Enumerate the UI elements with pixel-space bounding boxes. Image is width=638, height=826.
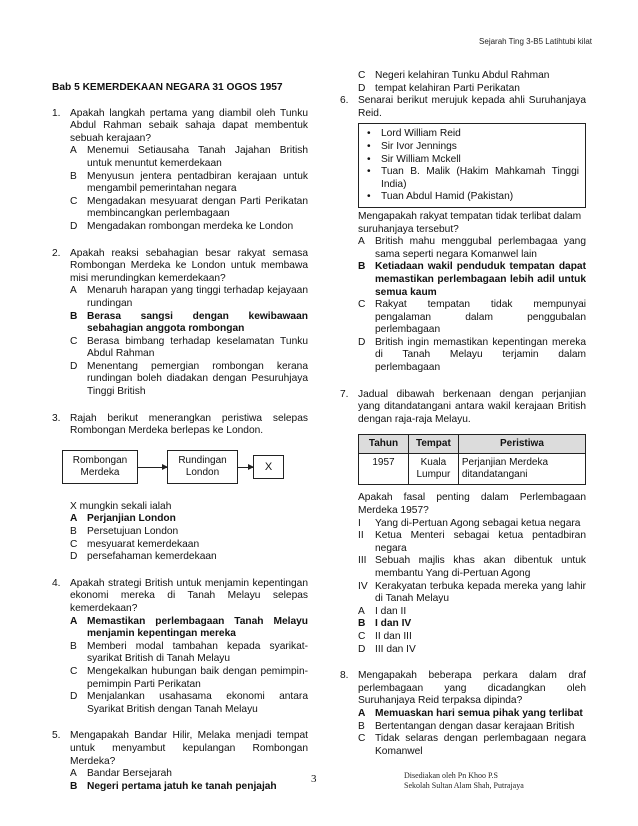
- question-prompt: Mengapakah rakyat tempatan tidak terlibat dalam suruhanjaya tersebut?: [358, 210, 582, 235]
- list-item: • Tuan B. Malik (Hakim Mahkamah Tinggi India): [367, 166, 579, 190]
- question-5-continued: [340, 70, 586, 95]
- question-3: [52, 413, 308, 564]
- option-d[interactable]: D III dan IV: [358, 643, 416, 655]
- question-2: [52, 248, 308, 399]
- bullet-icon: •: [367, 128, 371, 140]
- option-b[interactable]: B I dan IV: [358, 618, 412, 630]
- table-cell: 1957: [359, 454, 409, 485]
- table-row: [359, 454, 586, 485]
- question-text: Apakah reaksi sebahagian besar rakyat semasa Rombongan Merdeka ke London untuk membawa misi merundingkan kemerdekaan?: [70, 247, 308, 284]
- option-b[interactable]: B Bertentangan dengan dasar kerajaan British: [358, 720, 575, 732]
- option-a[interactable]: A I dan II: [358, 605, 407, 617]
- question-number: 6.: [340, 95, 349, 107]
- diagram-box-rombongan: Rombongan Merdeka: [62, 450, 138, 484]
- statement-ii: II Ketua Menteri sebagai ketua pentadbiran negara: [358, 530, 586, 554]
- page-header: Sejarah Ting 3-B5 Latihtubi kilat: [479, 37, 592, 46]
- question-8: [340, 670, 586, 758]
- statement-iv: IV Kerakyatan terbuka kepada mereka yang lahir di Tanah Melayu: [358, 580, 586, 605]
- question-number: 1.: [52, 107, 61, 119]
- chapter-title: Bab 5 KEMERDEKAAN NEGARA 31 OGOS 1957: [52, 82, 283, 93]
- option-c[interactable]: C II dan III: [358, 630, 412, 642]
- option-b[interactable]: B Menyusun jentera pentadbiran kerajaan untuk mengambil pemerintahan negara: [70, 170, 308, 195]
- option-c[interactable]: C Berasa bimbang terhadap keselamatan Tunku Abdul Rahman: [70, 335, 308, 360]
- list-item: • Sir Ivor Jennings: [367, 140, 457, 152]
- option-c[interactable]: C Tidak selaras dengan perlembagaan negara Komanwel: [358, 733, 586, 757]
- option-c[interactable]: C Mengekalkan hubungan baik dengan pemimpin-pemimpin Parti Perikatan: [70, 665, 308, 690]
- question-number: 8.: [340, 670, 349, 682]
- table-header-row: [359, 435, 586, 454]
- question-text: Senarai berikut merujuk kepada ahli Suruhanjaya Reid.: [358, 95, 586, 119]
- question-6: [340, 95, 586, 374]
- option-d[interactable]: D persefahaman kemerdekaan: [70, 551, 217, 563]
- column-header: Peristiwa: [458, 435, 585, 454]
- agreement-table: [358, 434, 586, 485]
- question-number: 7.: [340, 388, 349, 400]
- option-a[interactable]: A Menaruh harapan yang tinggi terhadap kejayaan rundingan: [70, 285, 308, 309]
- page-number: 3: [311, 773, 317, 785]
- member-list: [358, 123, 586, 208]
- option-a[interactable]: A Bandar Bersejarah: [70, 768, 172, 780]
- option-c[interactable]: C mesyuarat kemerdekaan: [70, 538, 200, 550]
- flow-diagram: [70, 447, 308, 493]
- option-d[interactable]: D Mengadakan rombongan merdeka ke London: [70, 220, 294, 232]
- option-b[interactable]: B Berasa sangsi dengan kewibawaan sebahagian anggota rombongan: [70, 310, 308, 335]
- footer: [404, 771, 524, 791]
- question-5: [52, 730, 308, 793]
- option-a[interactable]: A Menemui Setiausaha Tanah Jajahan British untuk menuntut kemerdekaan: [70, 145, 308, 169]
- bullet-icon: •: [367, 191, 371, 203]
- option-c[interactable]: C Rakyat tempatan tidak mempunyai pengalaman dalam penggubalan perlembagaan: [358, 299, 586, 336]
- list-item: • Tuan Abdul Hamid (Pakistan): [367, 191, 514, 203]
- option-d[interactable]: D British ingin memastikan kepentingan mereka di Tanah Melayu terjamin dalam perlembagaan: [358, 336, 586, 374]
- option-d[interactable]: D Menjalankan usahasama ekonomi antara Syarikat British dengan Tanah Melayu: [70, 691, 308, 715]
- question-text: Apakah langkah pertama yang diambil oleh Tunku Abdul Rahman sebaik sahaja dapat membentuk sebuah kerajaan?: [70, 107, 308, 144]
- right-column: [340, 70, 586, 758]
- question-1: [52, 108, 308, 234]
- option-c[interactable]: C Mengadakan mesyuarat dengan Parti Perikatan membincangkan perlembagaan: [70, 195, 308, 220]
- question-text: Apakah strategi British untuk menjamin kepentingan ekonomi mereka di Tanah Melayu selepas kemerdekaan?: [70, 577, 308, 614]
- question-prompt: X mungkin sekali ialah: [70, 500, 172, 512]
- option-a[interactable]: A Perjanjian London: [70, 513, 176, 525]
- left-column: [52, 70, 308, 793]
- option-b[interactable]: B Negeri pertama jatuh ke tanah penjajah: [70, 780, 277, 792]
- table-cell: Perjanjian Merdeka ditandatangani: [458, 454, 585, 485]
- bullet-icon: •: [367, 153, 371, 165]
- diagram-box-rundingan: Rundingan London: [167, 450, 238, 484]
- bullet-icon: •: [367, 140, 371, 152]
- question-number: 5.: [52, 730, 61, 742]
- statement-iii: III Sebuah majlis khas akan dibentuk untuk membantu Yang di-Pertuan Agong: [358, 555, 586, 579]
- arrow-icon: [238, 467, 253, 468]
- bullet-icon: •: [367, 166, 371, 178]
- option-d[interactable]: D tempat kelahiran Parti Perikatan: [358, 82, 520, 94]
- question-7: [340, 389, 586, 657]
- option-c[interactable]: C Negeri kelahiran Tunku Abdul Rahman: [358, 70, 550, 81]
- table-cell: Kuala Lumpur: [408, 454, 458, 485]
- question-4: [52, 578, 308, 717]
- question-number: 2.: [52, 247, 61, 259]
- option-d[interactable]: D Menentang pemergian rombongan kerana rundingan boleh diadakan dengan Pesuruhjaya Tinggi British: [70, 360, 308, 398]
- question-text: Mengapakah beberapa perkara dalam draf perlembagaan yang dicadangkan oleh Suruhanjaya Reid terpaksa dipinda?: [358, 670, 586, 707]
- option-a[interactable]: A Memuaskan hari semua pihak yang terlibat: [358, 707, 583, 719]
- footer-author: Disediakan oleh Pn Khoo P.S: [404, 771, 498, 780]
- arrow-icon: [138, 467, 167, 468]
- question-text: Mengapakah Bandar Hilir, Melaka menjadi tempat untuk menyambut kepulangan Rombongan Merdeka?: [70, 730, 308, 767]
- column-header: Tempat: [408, 435, 458, 454]
- question-number: 4.: [52, 577, 61, 589]
- question-number: 3.: [52, 412, 61, 424]
- question-text: Jadual dibawah berkenaan dengan perjanjian yang ditandatangani antara wakil kerajaan British dengan raja-raja Melayu.: [358, 388, 586, 425]
- diagram-box-x: X: [253, 455, 284, 479]
- footer-school: Sekolah Sultan Alam Shah, Putrajaya: [404, 781, 524, 790]
- option-b[interactable]: B Persetujuan London: [70, 526, 179, 538]
- list-item: • Lord William Reid: [367, 128, 461, 140]
- column-header: Tahun: [359, 435, 409, 454]
- question-prompt: Apakah fasal penting dalam Perlembagaan Merdeka 1957?: [358, 492, 586, 517]
- question-text: Rajah berikut menerangkan peristiwa selepas Rombongan Merdeka berlepas ke London.: [70, 412, 308, 437]
- option-b[interactable]: B Ketiadaan wakil penduduk tempatan dapat memastikan perlembagaan lebih adil untuk semua kaum: [358, 261, 586, 298]
- statement-i: I Yang di-Pertuan Agong sebagai ketua negara: [358, 517, 581, 529]
- option-a[interactable]: A Memastikan perlembagaan Tanah Melayu menjamin kepentingan mereka: [70, 615, 308, 640]
- list-item: • Sir William Mckell: [367, 153, 461, 165]
- option-b[interactable]: B Memberi modal tambahan kepada syarikat-syarikat British di Tanah Melayu: [70, 640, 308, 665]
- option-a[interactable]: A British mahu menggubal perlembagaa yang sama seperti negara Komanwel lain: [358, 236, 586, 260]
